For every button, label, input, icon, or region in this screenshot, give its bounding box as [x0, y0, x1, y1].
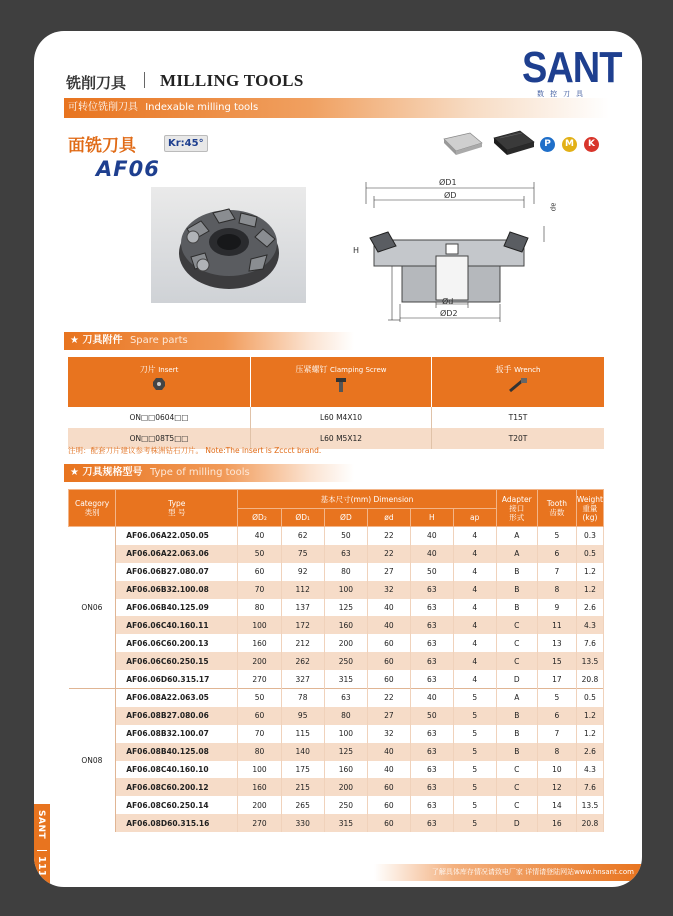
value-cell: 100 [238, 761, 281, 779]
value-cell: 20.8 [576, 670, 603, 688]
value-cell: 5 [453, 814, 496, 832]
insert-note: 注明：配套刀片建议参考株洲钻石刀片。 Note:The insert is Zccct brand. [68, 446, 322, 455]
wrench-icon [506, 377, 530, 393]
value-cell: 250 [324, 796, 367, 814]
product-title-cn: 面铣刀具 [68, 136, 136, 156]
dim-label-d2: ØD2 [440, 309, 458, 318]
value-cell: 160 [324, 761, 367, 779]
value-cell: 50 [324, 527, 367, 545]
value-cell: 2.6 [576, 743, 603, 761]
header-tooth: Tooth 齿数 [537, 490, 576, 527]
value-cell: 80 [238, 743, 281, 761]
side-page-tab [34, 804, 50, 887]
value-cell: 212 [281, 634, 324, 652]
value-cell: 8 [537, 581, 576, 599]
type-cell: AF06.06A22.050.05 [116, 527, 238, 545]
type-cell: AF06.08B32.100.07 [116, 725, 238, 743]
value-cell: 63 [410, 814, 453, 832]
table-row [69, 743, 604, 761]
value-cell: 70 [238, 725, 281, 743]
spare-header-insert: 刀片 Insert [68, 357, 251, 407]
spec-section-bar [64, 464, 354, 482]
dim-label-ap: ap [549, 202, 558, 212]
value-cell: 4 [453, 634, 496, 652]
header-category: Category 类别 [69, 490, 116, 527]
value-cell: 1.2 [576, 563, 603, 581]
value-cell: 330 [281, 814, 324, 832]
value-cell: 63 [324, 545, 367, 563]
value-cell: 262 [281, 652, 324, 670]
value-cell: 60 [367, 778, 410, 796]
value-cell: 175 [281, 761, 324, 779]
value-cell: A [496, 545, 537, 563]
value-cell: 7.6 [576, 778, 603, 796]
value-cell: 63 [410, 725, 453, 743]
value-cell: 13 [537, 634, 576, 652]
value-cell: 200 [238, 796, 281, 814]
type-cell: AF06.08A22.063.05 [116, 689, 238, 707]
logo-sub: 数控刀具 [537, 90, 589, 98]
type-cell: AF06.06C40.160.11 [116, 616, 238, 634]
value-cell: 40 [367, 599, 410, 617]
value-cell: 160 [324, 616, 367, 634]
value-cell: 270 [238, 814, 281, 832]
face-mill-illustration [151, 187, 306, 303]
value-cell: D [496, 670, 537, 688]
header-title-cn: 铣削刀具 [66, 74, 127, 92]
value-cell: 40 [410, 545, 453, 563]
spare-wrench-1: T15T [508, 413, 528, 422]
value-cell: 112 [281, 581, 324, 599]
table-row [69, 689, 604, 707]
type-cell: AF06.08C40.160.10 [116, 761, 238, 779]
header-d1: ØD₁ [281, 509, 324, 527]
value-cell: 270 [238, 670, 281, 688]
value-cell: 60 [238, 563, 281, 581]
value-cell: 40 [367, 616, 410, 634]
value-cell: 63 [410, 634, 453, 652]
value-cell: 63 [410, 761, 453, 779]
value-cell: 22 [367, 527, 410, 545]
header-weight: Weight 重量 (kg) [576, 490, 603, 527]
value-cell: C [496, 652, 537, 670]
value-cell: 6 [537, 545, 576, 563]
value-cell: 63 [410, 778, 453, 796]
value-cell: 160 [238, 634, 281, 652]
spare-section-title-cn: ★ 刀具附件 [70, 335, 123, 346]
value-cell: 32 [367, 581, 410, 599]
type-cell: AF06.08B40.125.08 [116, 743, 238, 761]
value-cell: 22 [367, 689, 410, 707]
table-row [69, 634, 604, 652]
value-cell: B [496, 707, 537, 725]
type-cell: AF06.08C60.200.12 [116, 778, 238, 796]
value-cell: 100 [238, 616, 281, 634]
value-cell: 137 [281, 599, 324, 617]
value-cell: 140 [281, 743, 324, 761]
material-badge-m: M [562, 137, 577, 152]
value-cell: C [496, 761, 537, 779]
value-cell: 62 [281, 527, 324, 545]
type-cell: AF06.08D60.315.16 [116, 814, 238, 832]
product-model: AF06 [96, 157, 160, 181]
dim-label-d: ØD [444, 191, 457, 200]
type-cell: AF06.06B40.125.09 [116, 599, 238, 617]
value-cell: 60 [367, 670, 410, 688]
kr-angle-label: Kr:45° [164, 135, 208, 152]
value-cell: 4 [453, 545, 496, 563]
value-cell: 50 [238, 545, 281, 563]
value-cell: 172 [281, 616, 324, 634]
value-cell: 63 [410, 796, 453, 814]
value-cell: 63 [410, 743, 453, 761]
value-cell: 50 [238, 689, 281, 707]
table-row [69, 796, 604, 814]
value-cell: 6 [537, 707, 576, 725]
value-cell: 40 [238, 527, 281, 545]
type-cell: AF06.08B27.080.06 [116, 707, 238, 725]
category-cell: ON06 [69, 527, 116, 689]
table-row [69, 761, 604, 779]
value-cell: 40 [410, 527, 453, 545]
value-cell: 265 [281, 796, 324, 814]
value-cell: A [496, 527, 537, 545]
value-cell: 80 [324, 707, 367, 725]
value-cell: 70 [238, 581, 281, 599]
value-cell: 5 [453, 743, 496, 761]
insert-black-icon [490, 129, 536, 157]
spare-header-screw: 压紧螺钉 Clamping Screw [251, 357, 432, 407]
subheader-cn: 可转位铣削刀具 [68, 102, 138, 113]
value-cell: 80 [324, 563, 367, 581]
value-cell: 16 [537, 814, 576, 832]
screw-icon [334, 377, 348, 393]
table-row [69, 814, 604, 832]
spec-section-title-en: Type of milling tools [149, 467, 250, 478]
value-cell: 13.5 [576, 796, 603, 814]
page-number: 111 [36, 856, 47, 877]
value-cell: B [496, 599, 537, 617]
value-cell: A [496, 689, 537, 707]
header-d: ØD [324, 509, 367, 527]
value-cell: 63 [410, 599, 453, 617]
value-cell: D [496, 814, 537, 832]
dim-label-small-d: Ød [442, 297, 454, 306]
value-cell: 5 [453, 761, 496, 779]
value-cell: 22 [367, 545, 410, 563]
value-cell: 5 [537, 527, 576, 545]
value-cell: 1.2 [576, 581, 603, 599]
value-cell: 63 [410, 670, 453, 688]
dim-label-d1: ØD1 [439, 178, 457, 187]
value-cell: C [496, 778, 537, 796]
value-cell: 63 [410, 652, 453, 670]
value-cell: 5 [453, 707, 496, 725]
insert-icon [152, 377, 166, 391]
material-badge-k: K [584, 137, 599, 152]
value-cell: 0.3 [576, 527, 603, 545]
value-cell: 10 [537, 761, 576, 779]
value-cell: 40 [367, 743, 410, 761]
table-row [69, 707, 604, 725]
value-cell: 2.6 [576, 599, 603, 617]
table-row [69, 616, 604, 634]
value-cell: 9 [537, 599, 576, 617]
value-cell: 7 [537, 563, 576, 581]
type-cell: AF06.06C60.250.15 [116, 652, 238, 670]
table-row [69, 581, 604, 599]
spare-header-wrench: 扳手 Wrench [432, 357, 605, 407]
value-cell: 50 [410, 707, 453, 725]
value-cell: B [496, 725, 537, 743]
category-cell: ON08 [69, 689, 116, 833]
value-cell: 40 [367, 761, 410, 779]
logo-main: SANT [522, 43, 622, 93]
type-cell: AF06.06A22.063.06 [116, 545, 238, 563]
value-cell: 4 [453, 652, 496, 670]
value-cell: B [496, 581, 537, 599]
value-cell: 4 [453, 599, 496, 617]
spare-parts-table [68, 357, 604, 449]
spare-screw-2: L60 M5X12 [251, 428, 432, 449]
value-cell: 100 [324, 581, 367, 599]
table-row [69, 652, 604, 670]
value-cell: 4.3 [576, 616, 603, 634]
value-cell: C [496, 616, 537, 634]
value-cell: B [496, 743, 537, 761]
value-cell: 115 [281, 725, 324, 743]
header-small-d: ød [367, 509, 410, 527]
side-tab-brand: SANT [36, 810, 46, 840]
value-cell: 8 [537, 743, 576, 761]
value-cell: 1.2 [576, 707, 603, 725]
dim-label-h: H [353, 246, 360, 255]
value-cell: 63 [410, 616, 453, 634]
value-cell: 4 [453, 581, 496, 599]
table-row [69, 670, 604, 688]
table-row [69, 725, 604, 743]
value-cell: 4 [453, 616, 496, 634]
value-cell: 200 [324, 634, 367, 652]
product-photo [151, 187, 306, 303]
value-cell: C [496, 796, 537, 814]
value-cell: 14 [537, 796, 576, 814]
spare-insert-2: ON□□08T5□□ [68, 428, 251, 449]
value-cell: 0.5 [576, 545, 603, 563]
value-cell: 5 [537, 689, 576, 707]
spec-section-title-cn: ★ 刀具规格型号 [70, 467, 143, 478]
material-badge-p: P [540, 137, 555, 152]
value-cell: 5 [453, 689, 496, 707]
value-cell: 315 [324, 814, 367, 832]
value-cell: 200 [238, 652, 281, 670]
value-cell: 125 [324, 599, 367, 617]
value-cell: 5 [453, 778, 496, 796]
value-cell: 60 [367, 796, 410, 814]
spare-wrench-2: T20T [432, 428, 605, 449]
header-h: H [410, 509, 453, 527]
catalog-page [34, 31, 642, 887]
type-cell: AF06.06C60.200.13 [116, 634, 238, 652]
value-cell: 13.5 [576, 652, 603, 670]
value-cell: 11 [537, 616, 576, 634]
header-divider [144, 72, 145, 88]
value-cell: 5 [453, 796, 496, 814]
value-cell: 32 [367, 725, 410, 743]
header-d2: ØD₂ [238, 509, 281, 527]
value-cell: 60 [238, 707, 281, 725]
header-ap: ap [453, 509, 496, 527]
table-row [69, 563, 604, 581]
value-cell: 20.8 [576, 814, 603, 832]
value-cell: B [496, 563, 537, 581]
table-row [69, 545, 604, 563]
value-cell: C [496, 634, 537, 652]
value-cell: 327 [281, 670, 324, 688]
spec-table [68, 489, 604, 832]
value-cell: 60 [367, 652, 410, 670]
value-cell: 92 [281, 563, 324, 581]
value-cell: 7.6 [576, 634, 603, 652]
sant-logo [522, 43, 622, 99]
value-cell: 63 [410, 581, 453, 599]
table-row [69, 778, 604, 796]
value-cell: 5 [453, 725, 496, 743]
header-title-en: MILLING TOOLS [160, 71, 304, 90]
value-cell: 4.3 [576, 761, 603, 779]
spare-section-title-en: Spare parts [129, 335, 188, 346]
table-row [69, 599, 604, 617]
value-cell: 12 [537, 778, 576, 796]
spare-row-1 [68, 407, 604, 428]
header-basic-dimension: 基本尺寸(mm) Dimension [238, 490, 496, 509]
value-cell: 78 [281, 689, 324, 707]
value-cell: 60 [367, 634, 410, 652]
table-row [69, 527, 604, 545]
value-cell: 4 [453, 563, 496, 581]
value-cell: 80 [238, 599, 281, 617]
value-cell: 125 [324, 743, 367, 761]
subheader-en: Indexable milling tools [145, 102, 259, 113]
side-tab-divider [37, 850, 47, 851]
subheader-bar [64, 98, 609, 118]
value-cell: 250 [324, 652, 367, 670]
type-cell: AF06.06B32.100.08 [116, 581, 238, 599]
value-cell: 215 [281, 778, 324, 796]
type-cell: AF06.08C60.250.14 [116, 796, 238, 814]
value-cell: 27 [367, 707, 410, 725]
value-cell: 100 [324, 725, 367, 743]
header-type: Type 型 号 [116, 490, 238, 527]
value-cell: 50 [410, 563, 453, 581]
value-cell: 7 [537, 725, 576, 743]
spare-insert-1: ON□□0604□□ [68, 407, 251, 428]
value-cell: 60 [367, 814, 410, 832]
type-cell: AF06.06B27.080.07 [116, 563, 238, 581]
value-cell: 160 [238, 778, 281, 796]
technical-drawing [344, 174, 574, 324]
value-cell: 63 [324, 689, 367, 707]
type-cell: AF06.06D60.315.17 [116, 670, 238, 688]
value-cell: 4 [453, 670, 496, 688]
header-adapter: Adapter 接口 形式 [496, 490, 537, 527]
spare-section-bar [64, 332, 354, 350]
footer-contact-bar: 了解具体库存情况请致电厂家 详情请登陆网站www.hnsant.com [374, 864, 642, 881]
spare-screw-1: L60 M4X10 [251, 407, 432, 428]
value-cell: 75 [281, 545, 324, 563]
value-cell: 315 [324, 670, 367, 688]
insert-grey-icon [440, 131, 484, 157]
value-cell: 40 [410, 689, 453, 707]
value-cell: 1.2 [576, 725, 603, 743]
value-cell: 0.5 [576, 689, 603, 707]
value-cell: 27 [367, 563, 410, 581]
value-cell: 95 [281, 707, 324, 725]
value-cell: 200 [324, 778, 367, 796]
value-cell: 4 [453, 527, 496, 545]
value-cell: 15 [537, 652, 576, 670]
value-cell: 17 [537, 670, 576, 688]
